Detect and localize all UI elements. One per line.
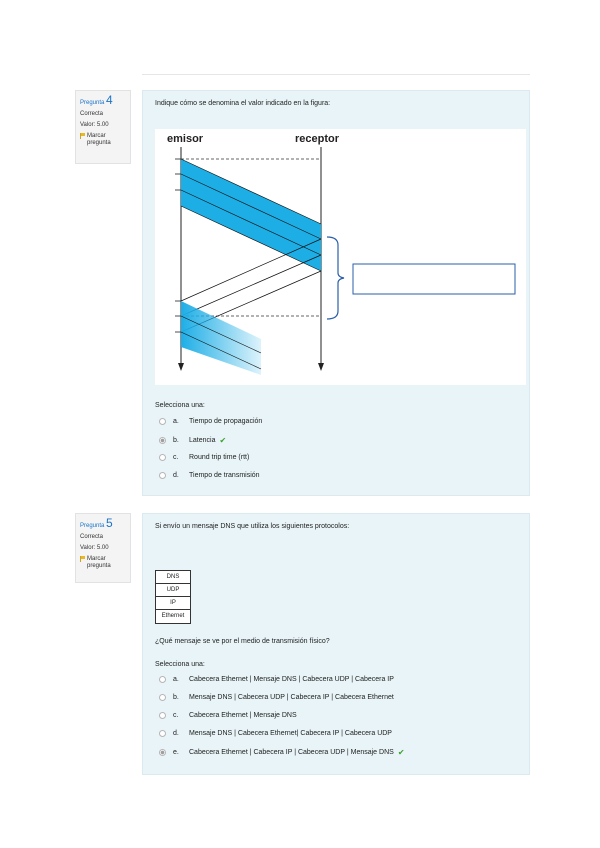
- sender-arrowhead: [178, 363, 184, 371]
- select-one-label: Selecciona una:: [155, 402, 205, 409]
- stack-layer: IP: [156, 597, 190, 610]
- stack-layer: Ethernet: [161, 613, 185, 619]
- option-text: Tiempo de transmisión: [189, 472, 260, 479]
- sender-label: emisor: [167, 133, 204, 145]
- ack-line: [181, 239, 321, 301]
- stack-layer: DNS: [156, 571, 190, 584]
- question-title: [80, 95, 127, 109]
- receiver-arrowhead: [318, 363, 324, 371]
- option-a[interactable]: [159, 418, 262, 425]
- option-letter: c.: [173, 712, 179, 719]
- question-label: Pregunta: [80, 100, 105, 106]
- option-letter: a.: [173, 418, 179, 425]
- option-e[interactable]: [159, 748, 405, 757]
- radio-icon[interactable]: [159, 712, 166, 719]
- radio-icon[interactable]: [159, 472, 166, 479]
- radio-icon[interactable]: [159, 694, 166, 701]
- question-score: Valor: 5.00: [80, 545, 109, 551]
- correct-check-icon: ✔: [397, 748, 405, 757]
- question-label: Pregunta: [80, 523, 105, 529]
- question-status: Correcta: [80, 111, 104, 117]
- question-number: 4: [106, 93, 113, 107]
- radio-icon[interactable]: [159, 749, 166, 756]
- option-letter: c.: [173, 454, 179, 461]
- brace-indicator: [327, 237, 344, 319]
- question-title: [80, 518, 127, 532]
- option-text: Cabecera Ethernet | Cabecera IP | Cabecera UDP | Mensaje DNS: [189, 749, 394, 756]
- option-a[interactable]: [159, 676, 394, 683]
- option-text: Mensaje DNS | Cabecera UDP | Cabecera IP | Cabecera Ethernet: [189, 694, 394, 701]
- top-divider: [142, 74, 530, 75]
- flag-label: Marcar: [87, 556, 106, 562]
- option-text: Round trip time (rtt): [189, 454, 250, 461]
- flag-question-button[interactable]: [80, 556, 127, 570]
- protocol-stack: [155, 570, 191, 624]
- flag-question-button[interactable]: [80, 133, 127, 147]
- radio-icon[interactable]: [159, 437, 166, 444]
- option-letter: a.: [173, 676, 179, 683]
- option-letter: b.: [173, 437, 179, 444]
- option-letter: d.: [173, 730, 179, 737]
- flag-icon: [80, 133, 85, 139]
- flag-label: Marcar: [87, 133, 106, 139]
- question-text: Si envío un mensaje DNS que utiliza los siguientes protocolos:: [155, 523, 350, 530]
- question-subtext: ¿Qué mensaje se ve por el medio de transmisión físico?: [155, 638, 330, 645]
- option-c[interactable]: [159, 454, 249, 461]
- radio-icon[interactable]: [159, 676, 166, 683]
- option-text: Cabecera Ethernet | Mensaje DNS | Cabecera UDP | Cabecera IP: [189, 676, 394, 683]
- select-one-label: Selecciona una:: [155, 661, 205, 668]
- flag-label-2: pregunta: [87, 563, 111, 569]
- option-text: Mensaje DNS | Cabecera Ethernet| Cabecera IP | Cabecera UDP: [189, 730, 392, 737]
- option-letter: b.: [173, 694, 179, 701]
- option-text: Cabecera Ethernet | Mensaje DNS: [189, 712, 297, 719]
- radio-icon[interactable]: [159, 730, 166, 737]
- radio-icon[interactable]: [159, 418, 166, 425]
- answer-box: [353, 264, 515, 294]
- question-4-content: [142, 90, 530, 496]
- question-5-info: [75, 513, 131, 583]
- next-packet-train: [181, 301, 261, 375]
- option-text: Tiempo de propagación: [189, 418, 263, 425]
- option-d[interactable]: [159, 730, 392, 737]
- option-b[interactable]: [159, 694, 394, 701]
- timing-diagram-svg: [155, 129, 526, 385]
- flag-icon: [80, 556, 85, 562]
- question-status: Correcta: [80, 534, 104, 540]
- correct-check-icon: ✔: [219, 436, 227, 445]
- option-c[interactable]: [159, 712, 297, 719]
- option-d[interactable]: [159, 472, 260, 479]
- question-text: Indique cómo se denomina el valor indicado en la figura:: [155, 100, 331, 107]
- receiver-label: receptor: [295, 133, 340, 145]
- stack-layer: UDP: [156, 584, 190, 597]
- question-4-info: [75, 90, 131, 164]
- flag-label-2: pregunta: [87, 140, 111, 146]
- question-5-content: [142, 513, 530, 775]
- option-letter: e.: [173, 749, 179, 756]
- timing-diagram: [155, 129, 526, 385]
- ack-line: [181, 255, 321, 316]
- question-score: Valor: 5.00: [80, 122, 109, 128]
- packet-train: [181, 159, 321, 271]
- radio-icon[interactable]: [159, 454, 166, 461]
- option-b[interactable]: [159, 436, 226, 445]
- question-number: 5: [106, 516, 113, 530]
- option-text: Latencia: [189, 437, 216, 444]
- option-letter: d.: [173, 472, 179, 479]
